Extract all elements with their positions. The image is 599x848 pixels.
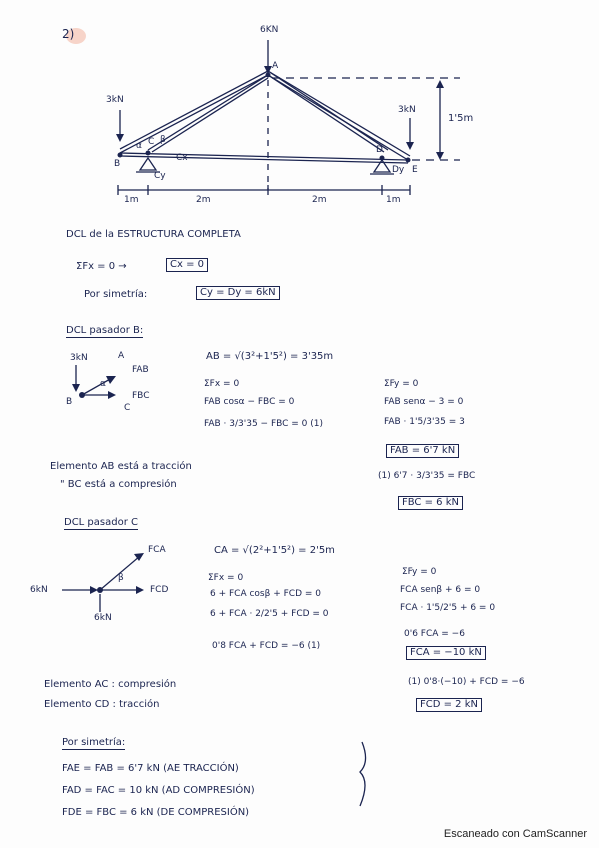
section3-sfx: ΣFx = 0: [208, 573, 244, 583]
section1-eq2-box: Cy = Dy = 6kN: [196, 286, 280, 300]
camscanner-watermark: Escaneado con CamScanner: [443, 828, 587, 840]
problem-number: 2): [62, 27, 75, 41]
section2-sfy-eq1: FAB senα − 3 = 0: [384, 397, 464, 407]
dim-2: 2m: [196, 195, 211, 205]
section3-title: DCL pasador C: [64, 517, 138, 528]
fbd-b-fab: FAB: [132, 365, 149, 375]
fbd-c-left-load: 6kN: [30, 585, 48, 595]
section2-sfy-eq2: FAB · 1'5/3'35 = 3: [384, 417, 465, 427]
section1-eq1-box: Cx = 0: [166, 258, 208, 272]
angle-beta: β: [160, 135, 166, 145]
node-d: D: [376, 145, 383, 155]
fcd-result-box: FCD = 2 kN: [416, 698, 482, 712]
section1-title: DCL de la ESTRUCTURA COMPLETA: [66, 229, 241, 240]
section4-line1: FAE = FAB = 6'7 kN (AE TRACCIÓN): [62, 763, 239, 774]
section3-sfy-eq1: FCA senβ + 6 = 0: [400, 585, 481, 595]
section2-sfy: ΣFy = 0: [384, 379, 419, 389]
node-e: E: [412, 165, 418, 175]
reaction-cx: Cx: [176, 153, 188, 163]
fbd-b-alpha: α: [100, 379, 106, 389]
section4-title: Por simetría:: [62, 737, 126, 748]
section2-sfx-eq1: FAB cosα − FBC = 0: [204, 397, 295, 407]
section1-eq1: ΣFx = 0 →: [76, 261, 127, 272]
ab-length: AB = √(3²+1'5²) = 3'35m: [206, 351, 334, 362]
fbd-b-c: C: [124, 403, 131, 413]
height-label: 1'5m: [448, 113, 474, 124]
load-left-label: 3kN: [106, 95, 124, 105]
fbd-b-fbc: FBC: [132, 391, 150, 401]
fbd-c-fcd: FCD: [150, 585, 169, 595]
section4-line3: FDE = FBC = 6 kN (DE COMPRESIÓN): [62, 807, 250, 818]
dim-4: 1m: [386, 195, 401, 205]
fbd-b-a: A: [118, 351, 125, 361]
section2-note2: " BC está a compresión: [60, 479, 177, 490]
fbd-c-fca: FCA: [148, 545, 166, 555]
reaction-dy: Dy: [392, 165, 405, 175]
section3-note2: Elemento CD : tracción: [44, 699, 160, 710]
section3-sfx-eq1: 6 + FCA cosβ + FCD = 0: [210, 589, 321, 599]
section2-title: DCL pasador B:: [66, 325, 144, 336]
fca-result-box: FCA = −10 kN: [406, 646, 486, 660]
reaction-cy: Cy: [154, 171, 166, 181]
fbc-result-box: FBC = 6 kN: [398, 496, 463, 510]
section3-sfy-eq3: 0'6 FCA = −6: [404, 629, 465, 639]
node-a: A: [272, 61, 279, 71]
node-b: B: [114, 159, 121, 169]
fbd-c-bottom-load: 6kN: [94, 613, 112, 623]
section2-sub-eq: (1) 6'7 · 3/3'35 = FBC: [378, 471, 476, 481]
angle-alpha: α: [136, 141, 142, 151]
dim-3: 2m: [312, 195, 327, 205]
section3-sfx-eq2: 6 + FCA · 2/2'5 + FCD = 0: [210, 609, 329, 619]
dim-1: 1m: [124, 195, 139, 205]
node-c: C: [148, 137, 155, 147]
section2-sfx-eq2: FAB · 3/3'35 − FBC = 0 (1): [204, 419, 324, 429]
fbd-c-beta: β: [118, 573, 124, 583]
fab-result-box: FAB = 6'7 kN: [386, 444, 459, 458]
section3-sfx-eq3: 0'8 FCA + FCD = −6 (1): [212, 641, 321, 651]
fbd-b-load: 3kN: [70, 353, 88, 363]
section3-sub-eq: (1) 0'8·(−10) + FCD = −6: [408, 677, 525, 687]
section3-sfy: ΣFy = 0: [402, 567, 437, 577]
fbd-b-b: B: [66, 397, 73, 407]
load-right-label: 3kN: [398, 105, 416, 115]
section3-note1: Elemento AC : compresión: [44, 679, 177, 690]
section2-note1: Elemento AB está a tracción: [50, 461, 192, 472]
section4-line2: FAD = FAC = 10 kN (AD COMPRESIÓN): [62, 785, 255, 796]
load-top-label: 6KN: [260, 25, 279, 35]
section3-sfy-eq2: FCA · 1'5/2'5 + 6 = 0: [400, 603, 496, 613]
section1-eq2: Por simetría:: [84, 289, 148, 300]
ca-length: CA = √(2²+1'5²) = 2'5m: [214, 545, 335, 556]
section2-sfx: ΣFx = 0: [204, 379, 240, 389]
